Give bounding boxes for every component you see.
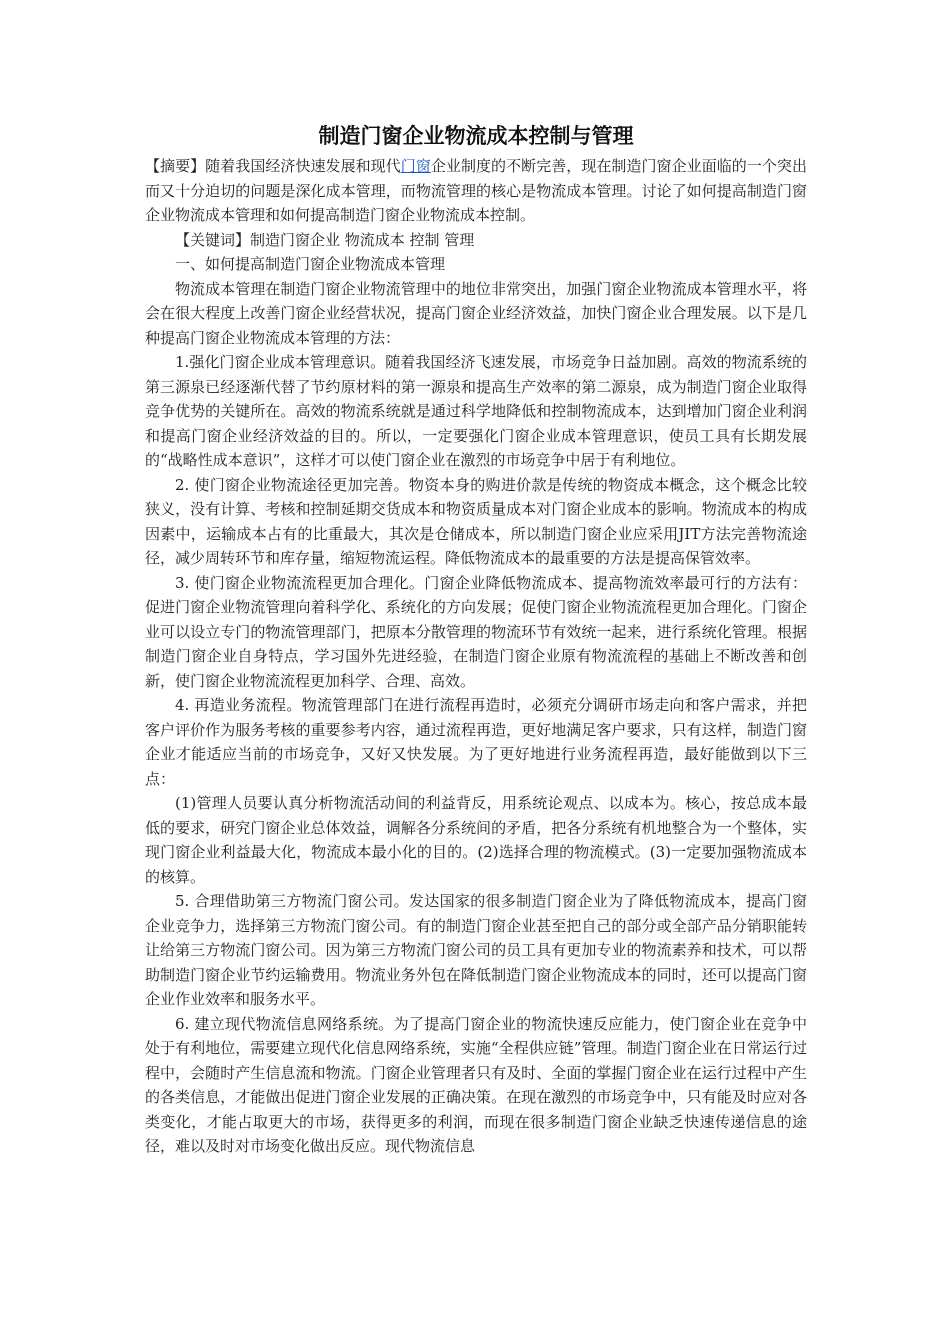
paragraph-4: 4. 再造业务流程。物流管理部门在进行流程再造时，必须充分调研市场走向和客户需求，并把客户评价作为服务考核的重要参考内容，通过流程再造，更好地满足客户要求，只有这样，制造门窗企业才能适应当前的市场竞争，又好又快发展。为了更好地进行业务流程再造，最好能做到以下三点： — [145, 696, 807, 788]
door-window-link[interactable]: 门窗 — [400, 157, 431, 175]
abstract-text-end: 企业制度的不断完善，现在制造门窗企业面临的一个突出而又十分迫切的问题是深化成本管理，而物流管理的核心是物流成本管理。讨论了如何提高制造门窗企业物流成本管理和如何提高制造门窗企业物流成本控制。 — [145, 157, 807, 224]
document-page — [145, 118, 807, 1159]
intro-paragraph: 物流成本管理在制造门窗企业物流管理中的地位非常突出，加强门窗企业物流成本管理水平，将会在很大程度上改善门窗企业经营状况，提高门窗企业经济效益，加快门窗企业合理发展。以下是几种提高门窗企业物流成本管理的方法： — [145, 279, 807, 347]
paragraph-2: 2. 使门窗企业物流途径更加完善。物资本身的购进价款是传统的物资成本概念，这个概念比较狭义，没有计算、考核和控制延期交货成本和物资质量成本对门窗企业成本的影响。物流成本的构成因素中，运输成本占有的比重最大，其次是仓储成本，所以制造门窗企业应采用JIT方法完善物流途径，减少周转环节和库存量，缩短物流运程。降低物流成本的最重要的方法是提高保管效率。 — [145, 475, 807, 567]
paragraph-6: 6. 建立现代物流信息网络系统。为了提高门窗企业的物流快速反应能力，使门窗企业在竞争中处于有利地位，需要建立现代化信息网络系统，实施“全程供应链”管理。制造门窗企业在日常运行过程中，会随时产生信息流和物流。门窗企业管理者只有及时、全面的掌握门窗企业在运行过程中产生的各类信息，才能做出促进门窗企业发展的正确决策。在现在激烈的市场竞争中，只有能及时应对各类变化，才能占取更大的市场，获得更多的利润，而现在很多制造门窗企业缺乏快速传递信息的途径，难以及时对市场变化做出反应。现代物流信息 — [145, 1014, 807, 1155]
keywords-paragraph: 【关键词】制造门窗企业 物流成本 控制 管理 — [175, 230, 475, 249]
paragraph-5: 5. 合理借助第三方物流门窗公司。发达国家的很多制造门窗企业为了降低物流成本，提高门窗企业竞争力，选择第三方物流门窗公司。有的制造门窗企业甚至把自己的部分或全部产品分销职能转让给第三方物流门窗公司。因为第三方物流门窗公司的员工具有更加专业的物流素养和技术，可以帮助制造门窗企业节约运输费用。物流业务外包在降低制造门窗企业物流成本的同时，还可以提高门窗企业作业效率和服务水平。 — [145, 892, 807, 1008]
paragraph-1: 1.强化门窗企业成本管理意识。随着我国经济飞速发展，市场竞争日益加剧。高效的物流系统的第三源泉已经逐渐代替了节约原材料的第一源泉和提高生产效率的第二源泉，成为制造门窗企业取得竞争优势的关键所在。高效的物流系统就是通过科学地降低和控制物流成本，达到增加门窗企业利润和提高门窗企业经济效益的目的。所以，一定要强化门窗企业成本管理意识，使员工具有长期发展的“战略性成本意识”，这样才可以使门窗企业在激烈的市场竞争中居于有利地位。 — [145, 353, 807, 469]
abstract-paragraph — [145, 154, 807, 228]
page-title: 制造门窗企业物流成本控制与管理 — [318, 124, 634, 148]
section-heading-1: 一、如何提高制造门窗企业物流成本管理 — [175, 255, 446, 273]
abstract-text-start: 【摘要】随着我国经济快速发展和现代 — [145, 157, 401, 175]
paragraph-4-points: (1)管理人员要认真分析物流活动间的利益背反，用系统论观点、以成本为。核心，按总成本最低的要求，研究门窗企业总体效益，调解各分系统间的矛盾，把各分系统有机地整合为一个整体，实现门窗企业利益最大化，物流成本最小化的目的。(2)选择合理的物流模式。(3)一定要加强物流成本的核算。 — [145, 794, 807, 886]
paragraph-3: 3. 使门窗企业物流流程更加合理化。门窗企业降低物流成本、提高物流效率最可行的方法有：促进门窗企业物流管理向着科学化、系统化的方向发展；促使门窗企业物流流程更加合理化。门窗企业可以设立专门的物流管理部门，把原本分散管理的物流环节有效统一起来，进行系统化管理。根据制造门窗企业自身特点，学习国外先进经验，在制造门窗企业原有物流流程的基础上不断改善和创新，使门窗企业物流流程更加科学、合理、高效。 — [145, 573, 807, 690]
